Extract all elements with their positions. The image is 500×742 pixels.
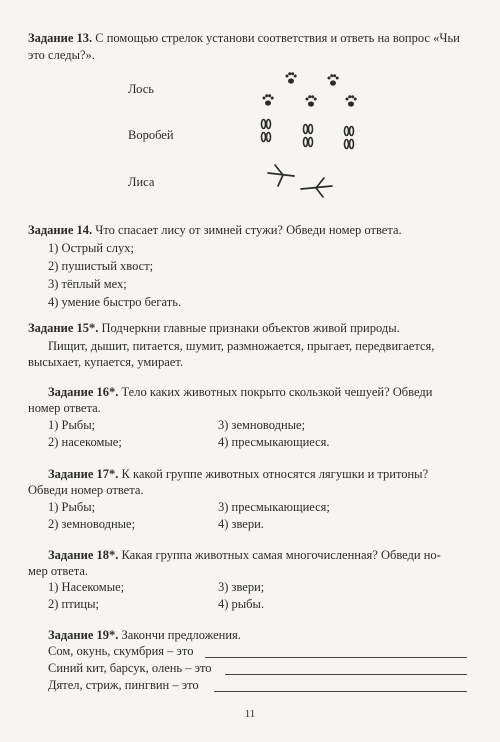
task-14-option[interactable]: 2) пушистый хвост; [48, 259, 154, 273]
task-17-option[interactable]: 2) земноводные; [48, 517, 136, 531]
task-14-option[interactable]: 3) тёплый мех; [48, 277, 127, 291]
task-19-sentence: Дятел, стриж, пингвин – это [48, 678, 199, 692]
task-16-text-cont: номер ответа. [28, 401, 101, 415]
task-14-instruction [28, 222, 478, 239]
task-18-option[interactable]: 4) рыбы. [218, 597, 265, 611]
elk-track-icon [262, 120, 271, 129]
task-19-answer-line[interactable] [214, 691, 467, 692]
task-18-option[interactable]: 3) звери; [218, 580, 265, 594]
animal-sparrow-label: Воробей [128, 128, 174, 142]
task-15-words-line[interactable]: Пищит, дышит, питается, шумит, размножается, прыгает, передвигается, [48, 339, 435, 353]
task-15-words-line[interactable]: высыхает, купается, умирает. [28, 355, 183, 369]
fox-track-icon [328, 74, 339, 85]
task-18-text-cont: мер ответа. [28, 564, 89, 578]
task-18-instruction [48, 547, 441, 563]
elk-track-icon [304, 138, 313, 147]
sparrow-track-icon [268, 165, 294, 186]
task-17-option[interactable]: 1) Рыбы; [48, 500, 96, 514]
task-16-option[interactable]: 1) Рыбы; [48, 418, 96, 432]
sparrow-track-icon [301, 178, 332, 197]
animal-fox-label: Лиса [128, 175, 155, 189]
task-16-text: Тело каких животных покрыто скользкой чешуей? Обведи [121, 385, 433, 399]
task-18-text: Какая группа животных самая многочисленная? Обведи но- [121, 548, 441, 562]
fox-track-icon [286, 72, 297, 83]
task-14-text: Что спасает лису от зимней стужи? Обведи номер ответа. [95, 223, 402, 237]
task-19-answer-line[interactable] [225, 674, 467, 675]
task-19-answer-line[interactable] [205, 657, 467, 658]
task-15-instruction [28, 320, 478, 337]
animal-elk-label: Лось [128, 82, 154, 96]
task-14-option[interactable]: 1) Острый слух; [48, 241, 134, 255]
task-16-option[interactable]: 4) пресмыкающиеся. [218, 435, 330, 449]
page-number: 11 [244, 708, 256, 720]
task-16-instruction [48, 384, 432, 400]
task-17-instruction [48, 466, 428, 482]
task-19-text: Закончи предложения. [121, 628, 241, 642]
task-13-title: Задание 13. [28, 31, 93, 45]
task-19-instruction [48, 627, 241, 643]
task-14-title: Задание 14. [28, 223, 93, 237]
elk-track-icon [345, 127, 354, 136]
task-18-option[interactable]: 1) Насекомые; [48, 580, 125, 594]
task-15-text: Подчеркни главные признаки объектов живой природы. [101, 321, 400, 335]
task-17-title: Задание 17*. [48, 467, 119, 481]
task-19-sentence: Синий кит, барсук, олень – это [48, 661, 212, 675]
task-16-option[interactable]: 2) насекомые; [48, 435, 122, 449]
task-14-option[interactable]: 4) умение быстро бегать. [48, 295, 182, 309]
task-17-text-cont: Обведи номер ответа. [28, 483, 144, 497]
fox-track-icon [263, 94, 274, 105]
fox-track-icon [346, 95, 357, 106]
elk-track-icon [304, 125, 313, 134]
task-19-title: Задание 19*. [48, 628, 119, 642]
elk-track-icon [345, 140, 354, 149]
task-18-option[interactable]: 2) птицы; [48, 597, 99, 611]
task-18-title: Задание 18*. [48, 548, 119, 562]
task-16-title: Задание 16*. [48, 385, 119, 399]
task-17-option[interactable]: 4) звери. [218, 517, 264, 531]
fox-track-icon [306, 95, 317, 106]
task-17-text: К какой группе животных относятся лягушки и тритоны? [121, 467, 429, 481]
task-19-sentence: Сом, окунь, скумбрия – это [48, 644, 194, 658]
task-16-option[interactable]: 3) земноводные; [218, 418, 306, 432]
elk-track-icon [262, 133, 271, 142]
task-13-text: С помощью стрелок установи соответствия и ответь на вопрос «Чьи это следы?». [28, 31, 460, 62]
task-17-option[interactable]: 3) пресмыкающиеся; [218, 500, 330, 514]
task-15-title: Задание 15*. [28, 321, 99, 335]
